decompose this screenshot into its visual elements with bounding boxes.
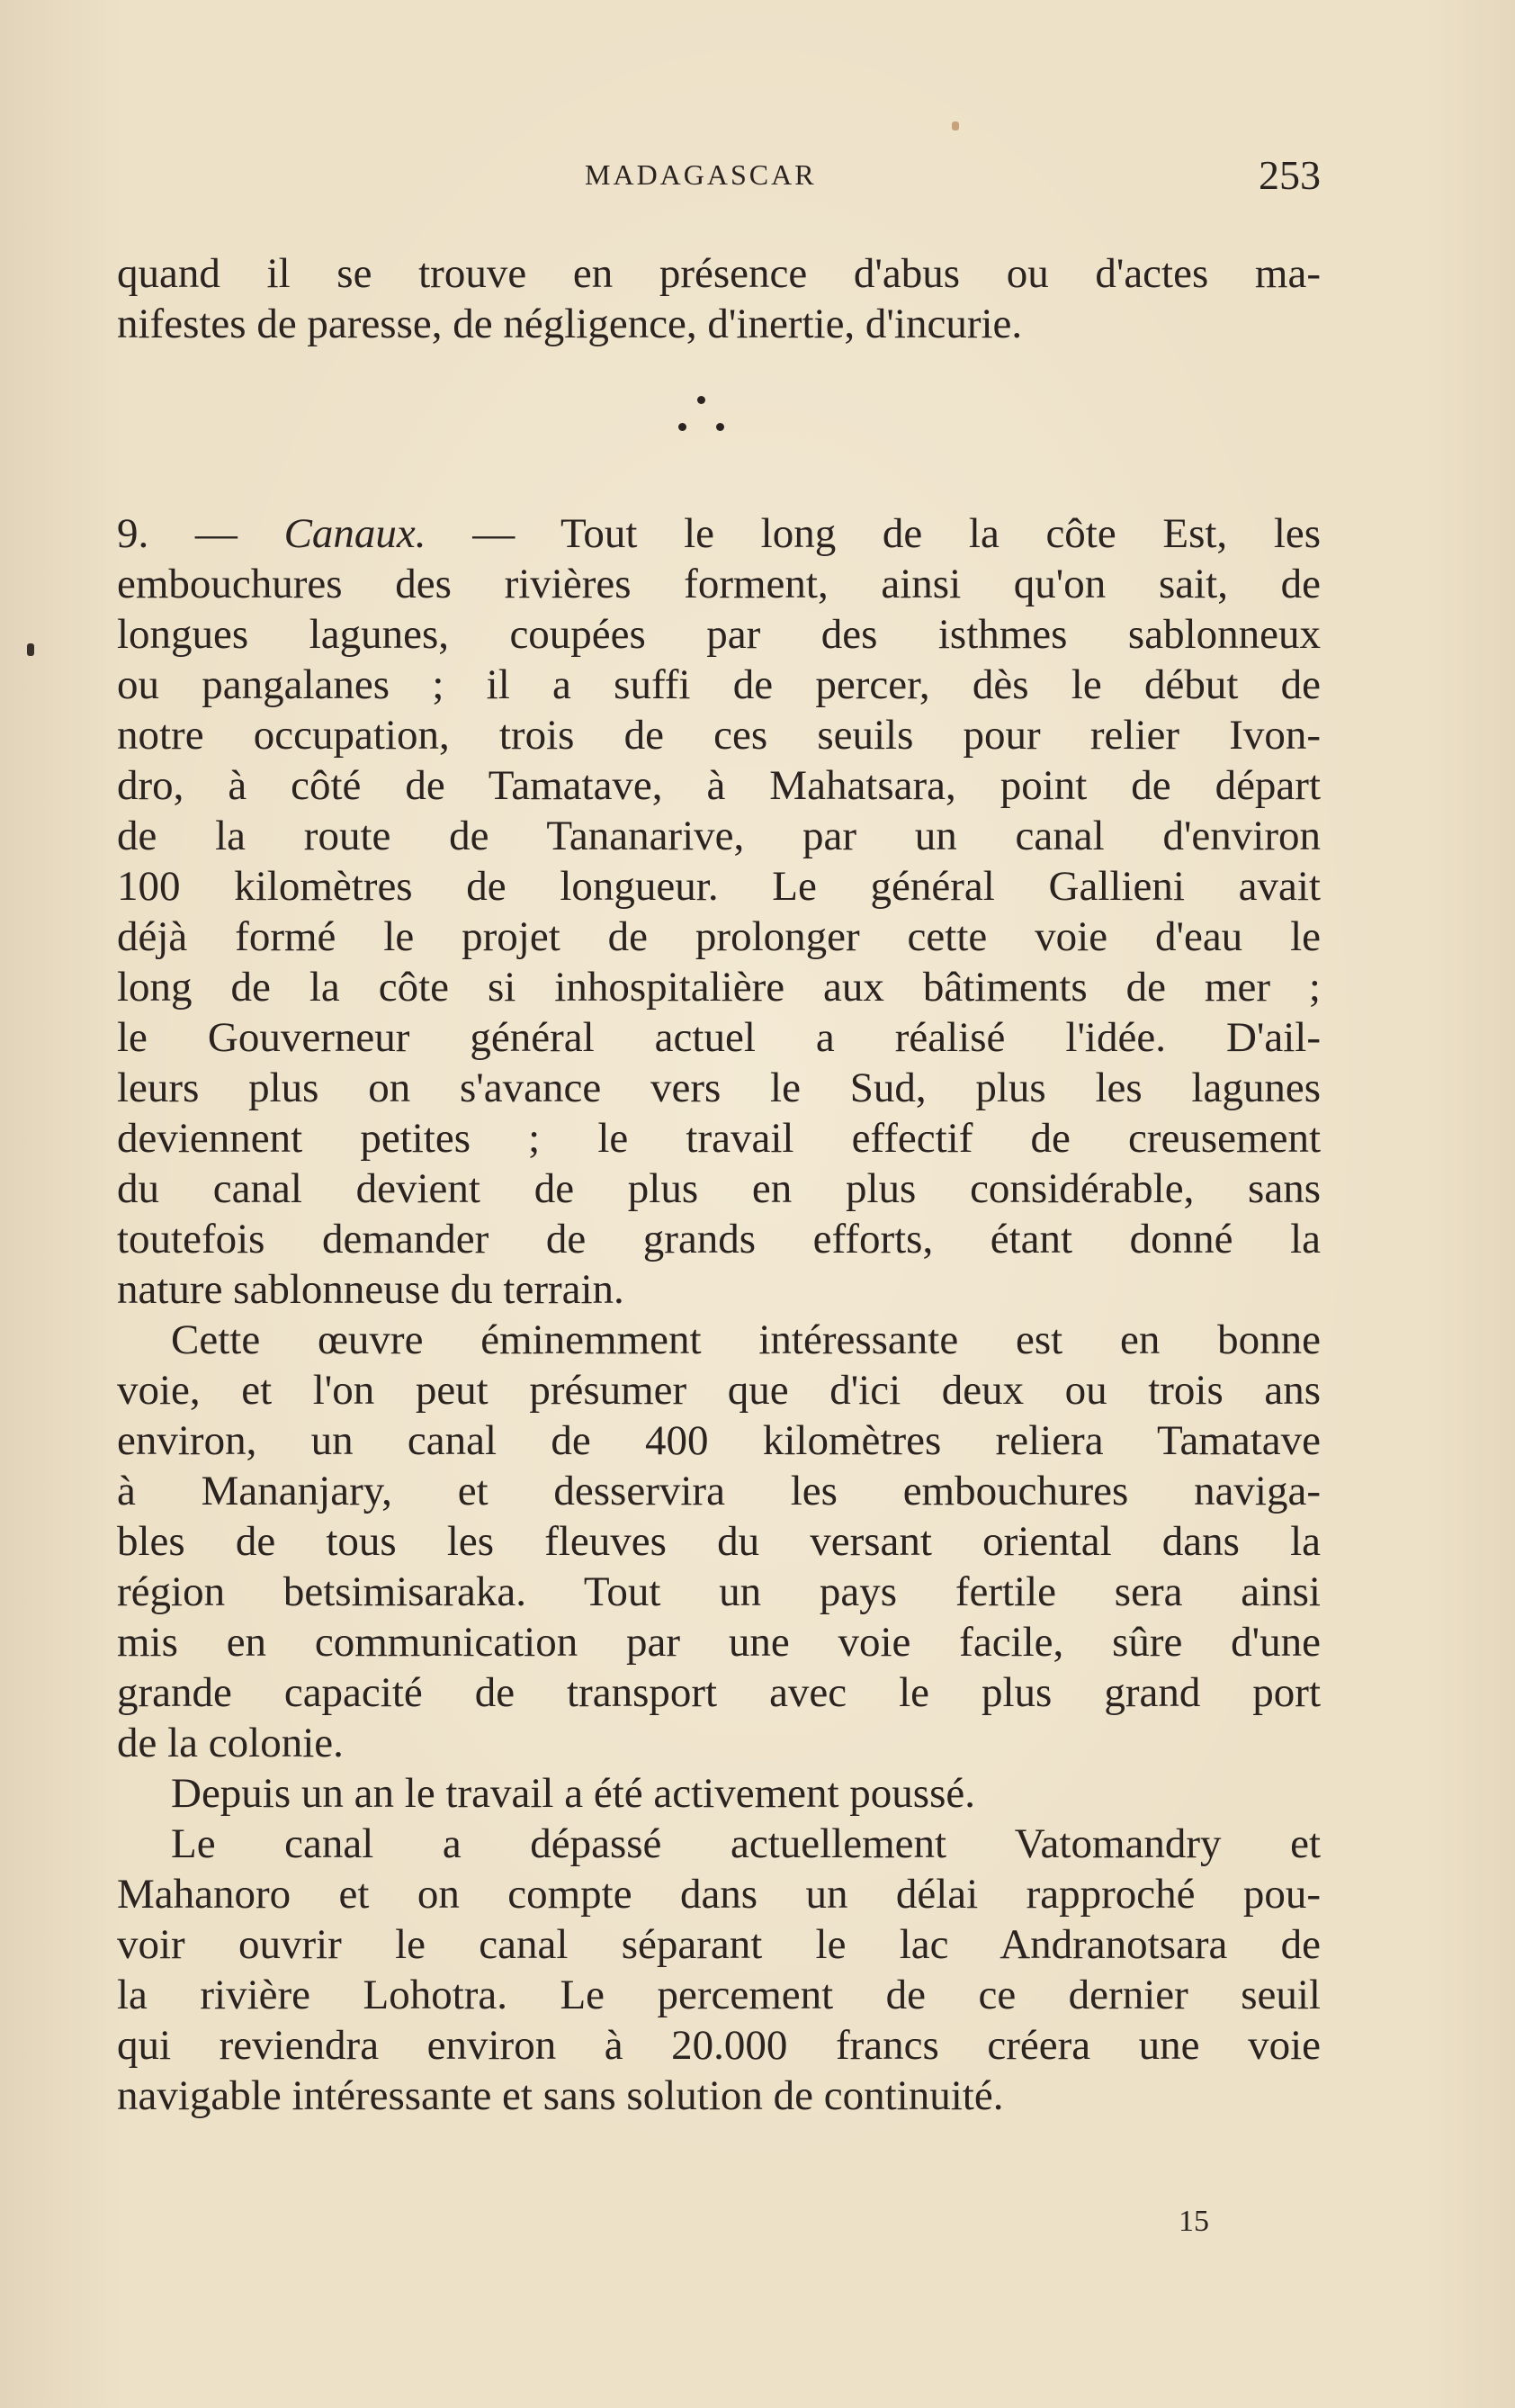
text-line: région betsimisaraka. Tout un pays fertile sera ainsi <box>117 1568 1321 1615</box>
text-line: deviennent petites ; le travail effectif de creusement <box>117 1115 1321 1162</box>
text-line: long de la côte si inhospitalière aux bâtiments de mer ; <box>117 964 1321 1011</box>
section-heading-line <box>117 508 1321 559</box>
ink-speck <box>952 121 959 130</box>
text-line: grande capacité de transport avec le plus grand port <box>117 1669 1321 1716</box>
text-line: environ, un canal de 400 kilomètres reliera Tamatave <box>117 1417 1321 1464</box>
text-line: nature sablonneuse du terrain. <box>117 1266 624 1313</box>
text-line: dro, à côté de Tamatave, à Mahatsara, point de départ <box>117 762 1321 809</box>
text-line: 100 kilomètres de longueur. Le général Gallieni avait <box>117 863 1321 910</box>
text-line: la rivière Lohotra. Le percement de ce dernier seuil <box>117 1972 1321 2018</box>
text-line: à Mananjary, et desservira les embouchures naviga- <box>117 1468 1321 1514</box>
text-line: bles de tous les fleuves du versant oriental dans la <box>117 1518 1321 1565</box>
text-line: ou pangalanes ; il a suffi de percer, dès le début de <box>117 661 1321 708</box>
section-number: 9. — <box>117 510 238 557</box>
text-line: voie, et l'on peut présumer que d'ici deux ou trois ans <box>117 1367 1321 1414</box>
section-title: Canaux. <box>283 510 426 557</box>
text-line: nifestes de paresse, de négligence, d'inertie, d'incurie. <box>117 301 1023 347</box>
text-line: toutefois demander de grands efforts, étant donné la <box>117 1216 1321 1262</box>
page-number: 253 <box>1259 152 1321 198</box>
signature-mark: 15 <box>1179 2205 1209 2238</box>
text-line: mis en communication par une voie facile, sûre d'une <box>117 1619 1321 1666</box>
asterism-separator <box>675 396 729 450</box>
text-line: notre occupation, trois de ces seuils pour relier Ivon- <box>117 712 1321 759</box>
text-line: qui reviendra environ à 20.000 francs créera une voie <box>117 2022 1321 2069</box>
text-line: longues lagunes, coupées par des isthmes sablonneux <box>117 611 1321 658</box>
margin-mark <box>27 643 34 656</box>
text-line: voir ouvrir le canal séparant le lac Andranotsara de <box>117 1921 1321 1968</box>
text-line: le Gouverneur général actuel a réalisé l'idée. D'ail- <box>117 1014 1321 1061</box>
section-first-line: — Tout le long de la côte Est, les <box>472 510 1322 557</box>
page-header <box>117 151 1321 205</box>
text-line: de la route de Tananarive, par un canal d'environ <box>117 813 1321 859</box>
text-line: de la colonie. <box>117 1720 344 1766</box>
text-line: quand il se trouve en présence d'abus ou d'actes ma- <box>117 250 1321 297</box>
text-line: Le canal a dépassé actuellement Vatomandry et <box>171 1820 1321 1867</box>
text-line: navigable intéressante et sans solution de continuité. <box>117 2072 1004 2119</box>
text-line: Depuis un an le travail a été activement poussé. <box>171 1770 975 1817</box>
text-line: embouchures des rivières forment, ainsi qu'on sait, de <box>117 561 1321 607</box>
running-title: MADAGASCAR <box>585 158 817 191</box>
text-line: déjà formé le projet de prolonger cette voie d'eau le <box>117 913 1321 960</box>
text-line: du canal devient de plus en plus considérable, sans <box>117 1165 1321 1212</box>
text-line: Mahanoro et on compte dans un délai rapproché pou- <box>117 1871 1321 1918</box>
text-line: Cette œuvre éminemment intéressante est en bonne <box>171 1316 1321 1363</box>
text-line: leurs plus on s'avance vers le Sud, plus les lagunes <box>117 1065 1321 1111</box>
